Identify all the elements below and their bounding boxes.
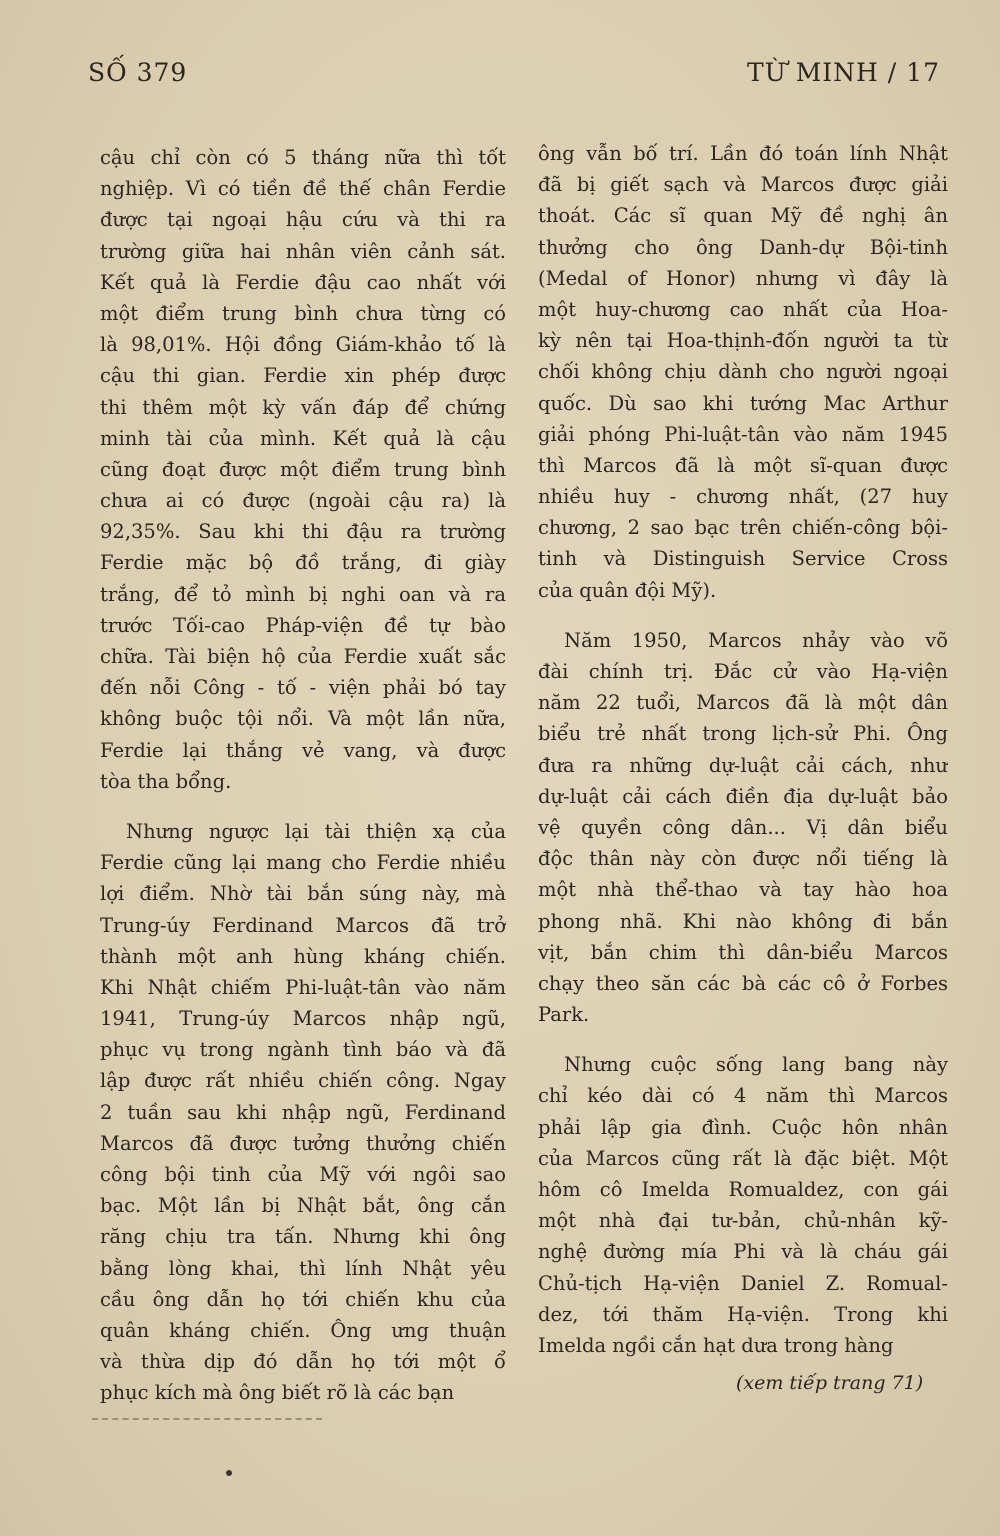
issue-number: SỐ 379 [88,58,188,87]
text-line: giải phóng Phi-luật-tân vào năm 1945 [538,422,948,446]
text-line: nghiệp. Vì có tiền đề thế chân Ferdie [100,177,506,201]
text-line: đã bị giết sạch và Marcos được giải [538,173,948,197]
text-line: chối không chịu dành cho người ngoại [538,360,948,384]
text-line: minh tài của mình. Kết quả là cậu [100,426,506,450]
left-column [100,142,506,1409]
text-line: quốc. Dù sao khi tướng Mac Arthur [538,391,948,415]
text-line: tòa tha bổng. [100,769,232,793]
text-line: cậu thi gian. Ferdie xin phép được [100,364,506,388]
text-line: được tại ngoại hậu cứu và thi ra [100,208,506,232]
text-line: phải lập gia đình. Cuộc hôn nhân [538,1115,948,1139]
text-line: Khi Nhật chiếm Phi-luật-tân vào năm [100,975,506,999]
text-line: Imelda ngồi cắn hạt dưa trong hàng [538,1333,894,1357]
text-line: không buộc tội nổi. Và một lần nữa, [100,707,506,731]
text-line: bạc. Một lần bị Nhật bắt, ông cắn [100,1194,506,1218]
text-line: lợi điểm. Nhờ tài bắn súng này, mà [100,882,506,906]
text-line: phục kích mà ông biết rõ là các bạn [100,1381,455,1405]
right-column [538,138,948,1361]
text-line: thành một anh hùng kháng chiến. [100,944,506,968]
text-line: dez, tới thăm Hạ-viện. Trong khi [538,1302,948,1326]
text-line: Marcos đã được tưởng thưởng chiến [100,1131,506,1155]
text-line: hôm cô Imelda Romualdez, con gái [538,1178,948,1201]
paragraph [100,816,506,1409]
text-line: Chủ-tịch Hạ-viện Daniel Z. Romual- [538,1271,948,1295]
text-line: và thừa dịp đó dẫn họ tới một ổ [100,1350,506,1374]
text-line: chữa. Tài biện hộ của Ferdie xuất sắc [100,645,506,668]
text-line: Ferdie cũng lại mang cho Ferdie nhiều [100,851,506,875]
text-line: thì Marcos đã là một sĩ-quan được [538,453,948,477]
text-line: đài chính trị. Đắc cử vào Hạ-viện [538,660,948,683]
text-line: chương, 2 sao bạc trên chiến-công bội- [538,516,948,540]
text-line: Park. [538,1003,590,1027]
text-line: nhiều huy - chương nhất, (27 huy [538,485,948,509]
text-line: phục vụ trong ngành tình báo và đã [100,1038,506,1062]
text-line: trắng, để tỏ mình bị nghi oan và ra [100,582,506,606]
text-line: cậu chỉ còn có 5 tháng nữa thì tốt [100,146,506,169]
text-line: đưa ra những dự-luật cải cách, như [538,753,948,777]
text-line: công bội tinh của Mỹ với ngôi sao [100,1163,506,1186]
text-line: Ferdie mặc bộ đồ trắng, đi giày [100,551,506,575]
text-line: thoát. Các sĩ quan Mỹ đề nghị ân [538,204,948,228]
text-line: răng chịu tra tấn. Nhưng khi ông [100,1225,506,1249]
text-line: chưa ai có được (ngoài cậu ra) là [100,489,506,513]
text-line: thưởng cho ông Danh-dự Bội-tinh [538,235,948,259]
text-line: trước Tối-cao Pháp-viện đề tự bào [100,613,506,637]
text-line: ông vẫn bố trí. Lần đó toán lính Nhật [538,142,948,165]
text-line: bằng lòng khai, thì lính Nhật yêu [100,1256,506,1280]
text-line: (Medal of Honor) nhưng vì đây là [538,266,948,290]
text-line: một huy-chương cao nhất của Hoa- [538,297,948,321]
text-line: một nhà thể-thao và tay hào hoa [538,878,948,902]
text-line: Nhưng ngược lại tài thiện xạ của [126,819,506,843]
text-line: quân kháng chiến. Ông ưng thuận [100,1318,506,1342]
text-line: Năm 1950, Marcos nhảy vào võ [564,628,948,652]
text-line: 92,35%. Sau khi thi đậu ra trường [100,520,506,544]
text-line: năm 22 tuổi, Marcos đã là một dân [538,691,948,715]
paragraph [538,1049,948,1361]
text-line: tinh và Distinguish Service Cross [538,547,948,571]
text-line: dự-luật cải cách điền địa dự-luật bảo [538,784,948,808]
text-line: phong nhã. Khi nào không đi bắn [538,909,948,933]
text-line: chạy theo săn các bà các cô ở Forbes [538,971,948,995]
footer-dot [226,1470,232,1476]
footer-rule [92,1418,322,1420]
text-line: cầu ông dẫn họ tới chiến khu của [100,1287,506,1311]
page-header: TỪ MINH / 17 [747,58,940,87]
text-line: Ferdie lại thắng vẻ vang, và được [100,738,506,762]
text-line: một điểm trung bình chưa từng có [100,301,506,325]
text-line: Trung-úy Ferdinand Marcos đã trở [100,913,506,937]
text-line: biểu trẻ nhất trong lịch-sử Phi. Ông [538,722,948,746]
text-line: lập được rất nhiều chiến công. Ngay [100,1069,506,1093]
text-line: trường giữa hai nhân viên cảnh sát. [100,239,506,263]
text-line: vệ quyền công dân... Vị dân biểu [538,815,948,839]
text-line: đến nỗi Công - tố - viện phải bó tay [100,676,506,700]
text-line: cũng đoạt được một điểm trung bình [100,457,506,481]
text-line: là 98,01%. Hội đồng Giám-khảo tố là [100,333,506,357]
continued-note: (xem tiếp trang 71) [736,1372,924,1394]
text-line: 2 tuần sau khi nhập ngũ, Ferdinand [100,1100,506,1124]
paragraph [538,138,948,606]
paragraph [538,625,948,1030]
text-line: nghệ đường mía Phi và là cháu gái [538,1240,948,1264]
text-line: Kết quả là Ferdie đậu cao nhất với [100,270,506,294]
text-line: thi thêm một kỳ vấn đáp để chứng [100,395,506,419]
text-line: 1941, Trung-úy Marcos nhập ngũ, [100,1007,506,1031]
text-line: vịt, bắn chim thì dân-biểu Marcos [538,940,948,964]
text-line: của quân đội Mỹ). [538,578,717,602]
text-line: Nhưng cuộc sống lang bang này [564,1053,948,1077]
text-line: một nhà đại tư-bản, chủ-nhân kỹ- [538,1209,948,1233]
text-line: chỉ kéo dài có 4 năm thì Marcos [538,1084,948,1108]
paragraph [100,142,506,797]
text-line: độc thân này còn được nổi tiếng là [538,847,948,871]
text-line: kỳ nên tại Hoa-thịnh-đốn người ta từ [538,329,948,353]
text-line: của Marcos cũng rất là đặc biệt. Một [538,1146,948,1170]
